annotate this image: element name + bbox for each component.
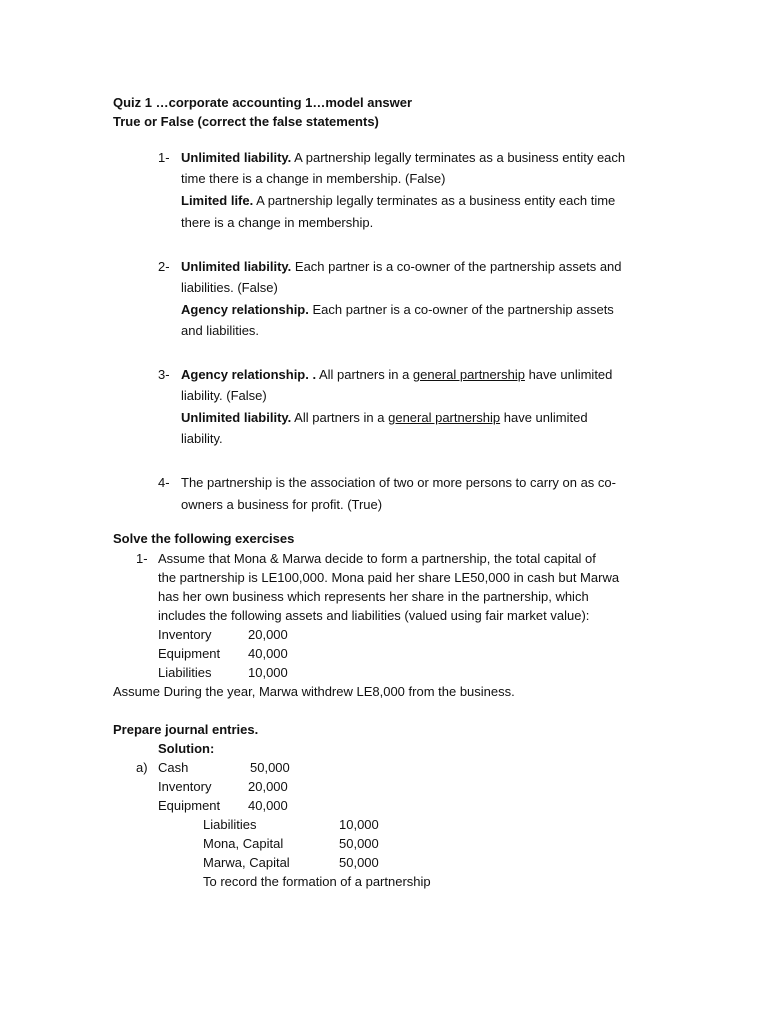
question-line: liabilities. (False) (181, 280, 278, 295)
debit-account: Inventory (158, 779, 212, 794)
credit-account: Mona, Capital (203, 836, 284, 851)
question-line: Unlimited liability. Each partner is a co-owner of the partnership assets and (181, 259, 622, 274)
item-number: 2- (158, 259, 170, 274)
debit-amount: 50,000 (250, 760, 290, 775)
question-line: liability. (False) (181, 388, 267, 403)
credit-amount: 50,000 (339, 855, 379, 870)
solution-label: Solution: (158, 741, 215, 756)
question-line: Agency relationship. . All partners in a general partnership have unlimited (181, 367, 613, 382)
answer-line: liability. (181, 431, 223, 446)
answer-line: and liabilities. (181, 323, 260, 338)
debit-account: Equipment (158, 798, 221, 813)
question-line: time there is a change in membership. (False) (181, 171, 446, 186)
credit-amount: 50,000 (339, 836, 379, 851)
page-title: Quiz 1 …corporate accounting 1…model answer (113, 95, 413, 110)
debit-account: Cash (158, 760, 189, 775)
item-number: 1- (136, 551, 148, 566)
asset-label: Inventory (158, 627, 212, 642)
answer-line: there is a change in membership. (181, 215, 374, 230)
question-line: Unlimited liability. A partnership legally terminates as a business entity each (181, 150, 626, 165)
exercises-heading: Solve the following exercises (113, 531, 295, 546)
general-partnership-link[interactable]: general partnership (412, 367, 525, 382)
asset-value: 10,000 (248, 665, 288, 680)
entry-letter: a) (136, 760, 148, 775)
credit-amount: 10,000 (339, 817, 379, 832)
entry-memo: To record the formation of a partnership (203, 874, 431, 889)
credit-account: Liabilities (203, 817, 257, 832)
asset-value: 20,000 (248, 627, 288, 642)
asset-label: Liabilities (158, 665, 212, 680)
credit-account: Marwa, Capital (203, 855, 290, 870)
asset-label: Equipment (158, 646, 221, 661)
exercise-line: includes the following assets and liabilities (valued using fair market value): (158, 608, 590, 623)
question-line: owners a business for profit. (True) (181, 497, 383, 512)
answer-line: Unlimited liability. All partners in a general partnership have unlimited (181, 410, 588, 425)
page-subtitle: True or False (correct the false statements) (113, 114, 379, 129)
question-line: The partnership is the association of two or more persons to carry on as co- (181, 475, 616, 490)
debit-amount: 40,000 (248, 798, 288, 813)
debit-amount: 20,000 (248, 779, 288, 794)
asset-value: 40,000 (248, 646, 288, 661)
general-partnership-link[interactable]: general partnership (388, 410, 501, 425)
exercise-line: Assume that Mona & Marwa decide to form a partnership, the total capital of (158, 551, 596, 566)
exercise-assumption: Assume During the year, Marwa withdrew LE8,000 from the business. (113, 684, 515, 699)
journal-heading: Prepare journal entries. (113, 722, 259, 737)
item-number: 3- (158, 367, 170, 382)
item-number: 4- (158, 475, 170, 490)
answer-line: Agency relationship. Each partner is a co-owner of the partnership assets (181, 302, 614, 317)
item-number: 1- (158, 150, 170, 165)
exercise-line: the partnership is LE100,000. Mona paid her share LE50,000 in cash but Marwa (158, 570, 620, 585)
answer-line: Limited life. A partnership legally terminates as a business entity each time (181, 193, 616, 208)
exercise-line: has her own business which represents her share in the partnership, which (158, 589, 589, 604)
